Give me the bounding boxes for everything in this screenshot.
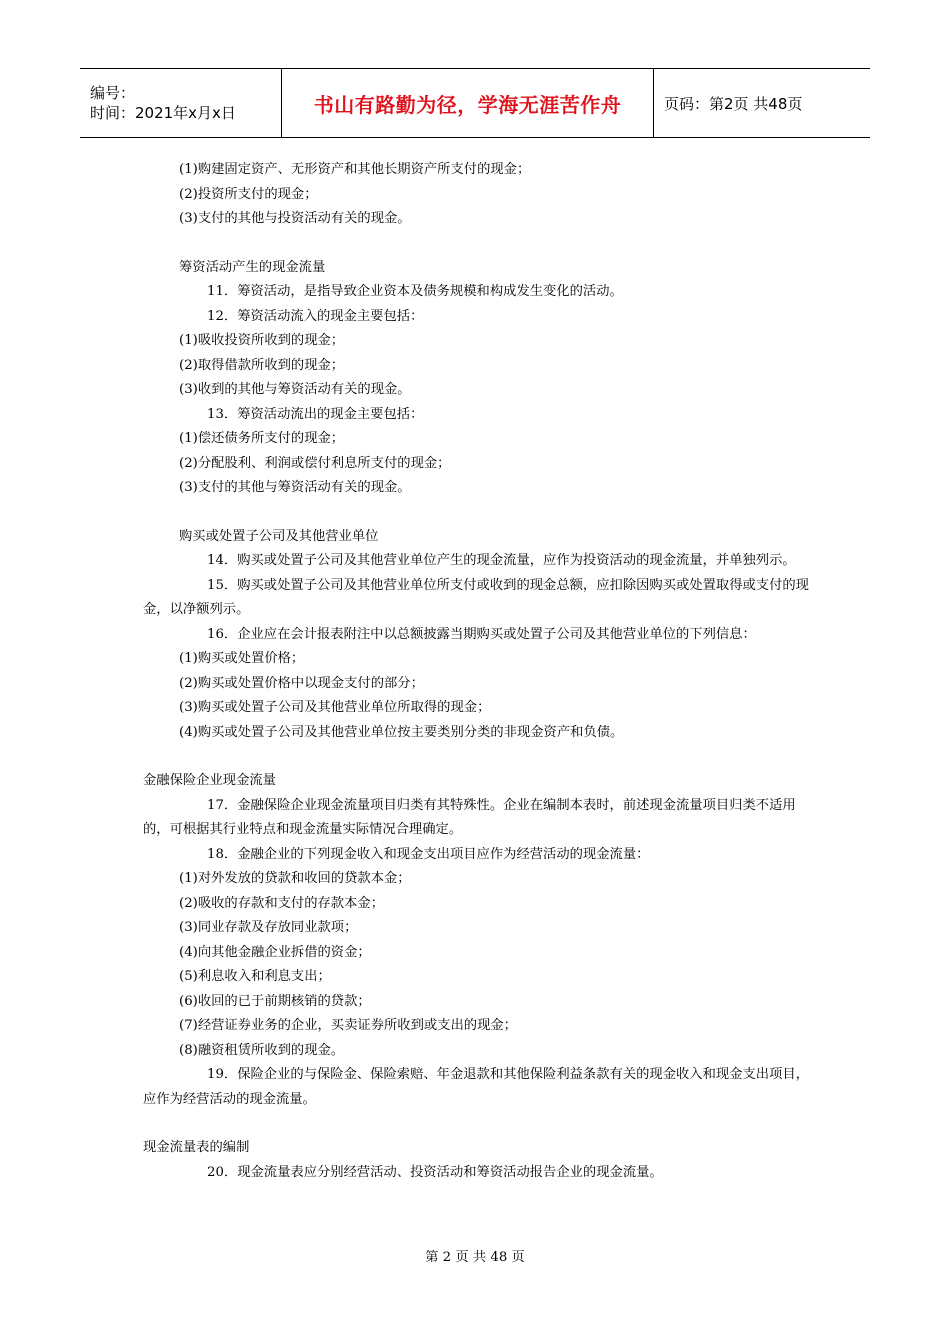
paragraph: 11．筹资活动，是指导致企业资本及债务规模和构成发生变化的活动。 [207, 284, 623, 299]
section-heading: 购买或处置子公司及其他营业单位 [179, 528, 379, 544]
list-item: (1)偿还债务所支付的现金； [179, 431, 345, 446]
list-item: (2)取得借款所收到的现金； [179, 357, 345, 373]
page-header [80, 68, 870, 138]
list-item: (3)收到的其他与筹资活动有关的现金。 [179, 382, 411, 397]
list-item: (1)对外发放的贷款和收回的贷款本金； [179, 871, 411, 886]
list-item: (1)购建固定资产、无形资产和其他长期资产所支付的现金； [179, 162, 531, 177]
header-page-info: 页码：第2页 共48页 [664, 94, 803, 113]
list-item: (3)购买或处置子公司及其他营业单位所取得的现金； [179, 700, 491, 715]
paragraph: 13．筹资活动流出的现金主要包括： [207, 406, 424, 422]
paragraph: 12．筹资活动流入的现金主要包括： [207, 308, 424, 324]
list-item: (8)融资租赁所收到的现金。 [179, 1042, 345, 1058]
header-page-cell [654, 69, 870, 137]
list-item: (2)吸收的存款和支付的存款本金； [179, 895, 384, 911]
list-item: (2)购买或处置价格中以现金支付的部分； [179, 675, 424, 691]
list-item: (1)购买或处置价格； [179, 651, 305, 666]
list-item: (3)支付的其他与投资活动有关的现金。 [179, 211, 411, 226]
list-item: (4)向其他金融企业拆借的资金； [179, 944, 371, 960]
paragraph: 15．购买或处置子公司及其他营业单位所支付或收到的现金总额，应扣除因购买或处置取得或支付的现金，以净额列示。 [143, 577, 809, 617]
list-item: (7)经营证券业务的企业，买卖证券所收到或支出的现金； [179, 1018, 517, 1033]
header-motto: 书山有路勤为径，学海无涯苦作舟 [313, 92, 622, 117]
list-item: (3)支付的其他与筹资活动有关的现金。 [179, 480, 411, 495]
document-time-label: 时间：2021年x月x日 [90, 104, 236, 122]
list-item: (5)利息收入和利息支出； [179, 969, 331, 984]
list-item: (2)分配股利、利润或偿付利息所支付的现金； [179, 455, 451, 471]
header-motto-cell [282, 69, 654, 137]
section-heading: 筹资活动产生的现金流量 [179, 259, 326, 275]
list-item: (6)收回的已于前期核销的贷款； [179, 993, 371, 1009]
document-body [143, 158, 811, 1185]
document-number-label: 编号： [90, 84, 136, 102]
page-footer [0, 1246, 950, 1265]
header-left-cell [80, 69, 282, 137]
list-item: (4)购买或处置子公司及其他营业单位按主要类别分类的非现金资产和负债。 [179, 724, 624, 740]
paragraph: 18．金融企业的下列现金收入和现金支出项目应作为经营活动的现金流量： [207, 846, 650, 862]
list-item: (2)投资所支付的现金； [179, 186, 318, 202]
list-item: (1)吸收投资所收到的现金； [179, 333, 345, 348]
paragraph: 20．现金流量表应分别经营活动、投资活动和筹资活动报告企业的现金流量。 [207, 1164, 663, 1180]
paragraph: 16．企业应在会计报表附注中以总额披露当期购买或处置子公司及其他营业单位的下列信息： [207, 626, 756, 642]
section-heading: 现金流量表的编制 [143, 1140, 250, 1155]
paragraph: 17．金融保险企业现金流量项目归类有其特殊性。企业在编制本表时，前述现金流量项目归类不适用的，可根据其行业特点和现金流量实际情况合理确定。 [143, 797, 796, 837]
footer-page-number: 第 2 页 共 48 页 [425, 1250, 525, 1265]
list-item: (3)同业存款及存放同业款项； [179, 920, 358, 935]
section-heading: 金融保险企业现金流量 [143, 773, 276, 788]
paragraph: 19．保险企业的与保险金、保险索赔、年金退款和其他保险利益条款有关的现金收入和现金支出项目，应作为经营活动的现金流量。 [143, 1067, 809, 1107]
paragraph: 14．购买或处置子公司及其他营业单位产生的现金流量，应作为投资活动的现金流量，并单独列示。 [207, 553, 796, 568]
